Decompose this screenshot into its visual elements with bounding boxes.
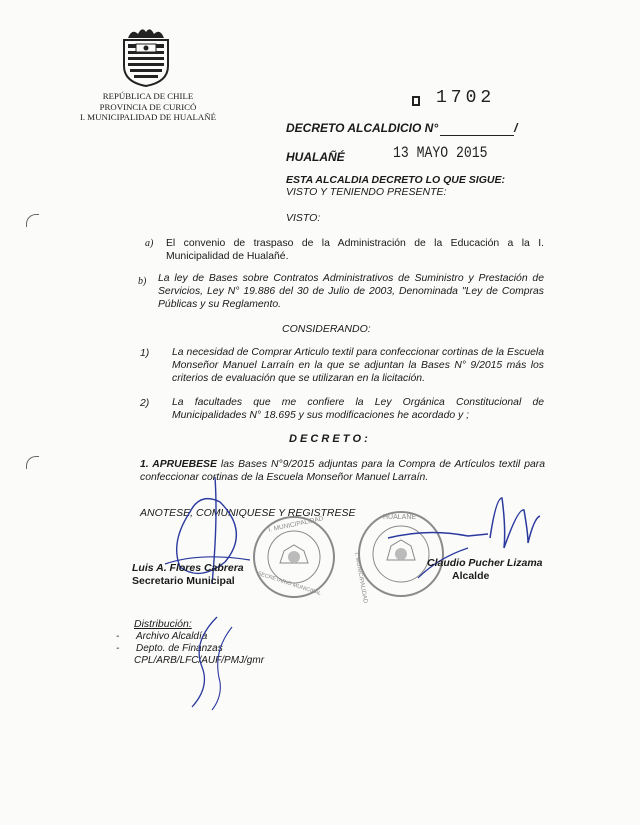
signatory-left-title: Secretario Municipal [132, 575, 235, 587]
decree-title-slash: / [514, 121, 518, 135]
decree-place: HUALAÑÉ [286, 150, 345, 164]
decree-title-text: DECRETO ALCALDICIO N° [286, 121, 439, 135]
letterhead-country: REPÚBLICA DE CHILE [102, 91, 194, 101]
seal-right-top-text: HUALAÑE [383, 514, 417, 521]
distribution-dash-1: - [116, 631, 136, 642]
signatory-left-name: Luis A. Flores Cabrera [132, 562, 244, 574]
considerando-item-2: La facultades que me confiere la Ley Orgánica Constitucional de Municipalidades N° 18.695 y sus modificaciones he acordado y ; [172, 397, 544, 421]
visto-item-b: La ley de Bases sobre Contratos Administrativos de Suministro y Prestación de Servicios, Ley N° 19.886 del 30 de Julio de 2003, Denominada "Ley de Compras Públicas y su Reglamento. [158, 273, 544, 310]
seal-right-bottom-text: I. MUNICIPALIDAD [353, 552, 368, 604]
visto-marker-a: a) [145, 238, 154, 249]
municipal-crest-icon [118, 26, 174, 88]
decree-number-blank [440, 121, 514, 136]
stamp-number: 1702 [436, 88, 496, 108]
seal-left [250, 513, 338, 601]
resolution-text: las Bases N°9/2015 adjuntas para la Compra de Artículos textil para confeccionar cortinas de la Escuela Monseñor Manuel Larraín. [140, 459, 546, 483]
seal-left-bottom-text: SECRETARIO MUNICIPAL [256, 570, 322, 598]
distribution-initials: CPL/ARB/LFC/AUF/PMJ/gmr [134, 655, 265, 666]
resolution-lead: 1. APRUEBESE [140, 459, 217, 470]
considerando-marker-1: 1) [140, 348, 150, 359]
decree-intro: ESTA ALCALDIA DECRETO LO QUE SIGUE: [286, 174, 505, 186]
punch-hole-mark-top [26, 214, 39, 227]
considerando-heading: CONSIDERANDO: [282, 323, 371, 335]
punch-hole-mark-bottom [26, 456, 39, 469]
considerando-item-1: La necesidad de Comprar Articulo textil para confeccionar cortinas de la Escuela Monseñor Manuel Larraín en la que se adjuntan la Bases N° 9/2015 más los criterios de evaluación que se utilizaran en la licitación. [172, 347, 544, 384]
seal-left-top-text: I. MUNICIPALIDAD [267, 515, 324, 534]
letterhead-province: PROVINCIA DE CURICÓ [99, 101, 197, 112]
visto-heading: VISTO: [286, 212, 321, 224]
distribution-heading: Distribución: [134, 618, 192, 630]
letterhead [68, 91, 228, 123]
decree-title [286, 121, 517, 136]
decreto-heading: D E C R E T O : [289, 433, 368, 445]
stamp-number-mark-icon [410, 94, 422, 106]
anotese-line: ANOTESE, COMUNIQUESE Y REGISTRESE [140, 507, 356, 519]
visto-teniendo: VISTO Y TENIENDO PRESENTE: [286, 186, 447, 198]
initials-scribble [172, 612, 252, 712]
distribution-item-2-text: Depto. de Finanzas [136, 643, 223, 654]
letterhead-municipality: I. MUNICIPALIDAD DE HUALAÑÉ [79, 112, 217, 122]
visto-item-a: El convenio de traspaso de la Administración de la Educación a la I. Municipalidad de Hualañé. [166, 238, 544, 262]
visto-marker-b: b) [138, 276, 147, 287]
considerando-marker-2: 2) [140, 398, 150, 409]
distribution-dash-2: - [116, 643, 136, 654]
signatory-right-title: Alcalde [452, 570, 490, 582]
signatory-right-name: Claudio Pucher Lizama [427, 557, 543, 569]
distribution-item-1-text: Archivo Alcaldía [136, 631, 208, 642]
decree-date-stamp: 13 MAYO 2015 [393, 144, 488, 162]
